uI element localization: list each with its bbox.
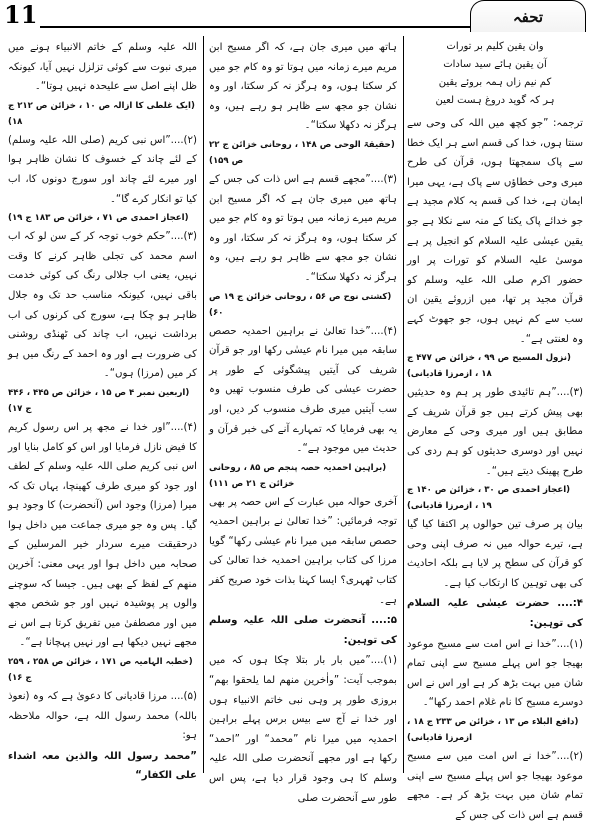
header-rule: [40, 26, 510, 28]
paragraph: (۵).... مرزا قادیانی کا دعویٰ ہے کہ وہ (نعوذ باللہ) محمد رسول اللہ ہے، حوالہ ملاحظہ ہو:: [8, 691, 197, 742]
reference-citation: (حقیقۃ الوحی ص ۱۴۸ ، روحانی خزائن ج ۲۲ ص ۱۵۹): [209, 139, 395, 166]
poem-line: ہر کہ گوید دروغ ہست لعین: [435, 95, 555, 106]
paragraph: آخری حوالہ میں عبارت کے اس حصہ پر بھی توجہ فرمائیں: ”خدا تعالیٰ نے براہین احمدیہ حصص سابقہ میں میرا نام عیسٰی رکھا“ گویا مرزا کی کتاب براہین احمدیہ خدا تعالیٰ کی کتاب ٹھہری؟ ایسا کہنا بذات خود صریح کفر ہے۔: [209, 496, 397, 606]
paragraph: (۳)....”حکم خوب توجہ کر کے سن لو کہ اب اسم محمد کی تجلی ظاہر کرنے کا وقت نہیں، یعنی اب جلالی رنگ کی کوئی خدمت باقی نہیں، کیونکہ مناسب حد تک وہ جلال ظاہر ہو چکا ہے، سورج کی کرنوں کی اب برداشت نہیں، اب چاند کی ٹھنڈی روشنی کی ضرورت ہے اور وہ احمد کے رنگ میں ہو کر میں (مرزا) ہوں“۔: [8, 231, 197, 380]
paragraph: (۳)....”ہم تائیدی طور پر ہم وہ حدیثیں بھی پیش کرتے ہیں جو قرآن شریف کے مطابق ہیں اور میری وحی کے معارض نہیں اور دوسری حدیثوں کو ہم ردی کی طرح پھینک دیتے ہیں“۔: [407, 387, 583, 477]
text-column-middle: [205, 38, 401, 804]
page-header: [0, 0, 590, 36]
reference-citation: (براہین احمدیہ حصہ پنجم ص ۸۵ ، روحانی خزائن ج ۲۱ ص ۱۱۱): [209, 462, 387, 489]
paragraph: بیان پر صرف تین حوالوں پر اکتفا کیا گیا ہے، تیرے حوالہ میں نہ صرف اپنی وحی کو قرآن کی سطح پر لایا ہے بلکہ احادیث کی بھی توہین کا ارتکاب کیا ہے۔: [407, 519, 583, 589]
reference-citation: (دافع البلاء ص ۱۳ ، خزائن ص ۲۳۳ ج ۱۸ ، ازمرزا قادیانی): [407, 717, 579, 744]
paragraph: (۱)....”خدا نے اس امت سے مسیح موعود بھیجا جو اس پہلے مسیح سے اپنی تمام شان میں بہت بڑھ کر ہے اور اس نے اس دوسرے مسیح کا نام غلام احمد رکھا“۔: [407, 638, 583, 709]
poem-line: وان یقین کلیم بر تورات: [446, 41, 544, 52]
persian-poem: [407, 38, 583, 110]
column-divider-left: [203, 36, 204, 773]
reference-citation: (اعجاز احمدی ص ۳۰ ، خزائن ص ۱۴۰ ج ۱۹ ، ازمرزا قادیانی): [407, 485, 571, 512]
header-ornament-frame: [470, 0, 586, 32]
text-column-right: [405, 38, 587, 821]
column-divider-right: [403, 36, 404, 773]
reference-citation: (اربعین نمبر ۴ ص ۱۵ ، خزائن ص ۴۴۵ ، ۴۴۶ ج ۱۷): [8, 387, 190, 414]
paragraph: ترجمہ: ”جو کچھ میں اللہ کی وحی سے سنتا ہوں، خدا کی قسم اسے ہر ایک خطا سے پاک سمجھتا ہوں، قرآن کی طرح میری وحی خطاؤں سے پاک ہے، یہی میرا ایمان ہے، خدا کی قسم یہ کلام مجید ہے جو خدائے پاک یکتا کے منہ سے نکلا ہے جو یقین عیسٰی علیہ السلام کو انجیل پر ہے موسیٰ علیہ السلام کو تورات پر اور حضور اکرم صلی اللہ علیہ وسلم کو قرآن مجید پر تھا، میں ازروئے یقین ان سب سے کم نہیں ہوں، جو جھوٹ کہے وہ لعنتی ہے“۔: [407, 118, 583, 345]
paragraph: (۴)....”خدا تعالیٰ نے براہین احمدیہ حصص سابقہ میں میرا نام عیسٰی رکھا اور جو قرآن شریف کی آیتیں پیشگوئی کے طور پر حضرت عیسٰی کی طرف منسوب تھیں وہ سب آیتیں میری طرف منسوب کر دیں، اور یہ بھی فرمایا کہ تمہارے آنے کی خبر قرآن و حدیث میں موجود ہے“۔: [209, 325, 397, 455]
reference-citation: (کشتی نوح ص ۵۶ ، روحانی خزائن ج ۱۹ ص ۶۰): [209, 291, 392, 318]
text-column-left: [4, 38, 201, 782]
reference-citation: (خطبہ الہامیہ ص ۱۷۱ ، خزائن ص ۲۵۸ ، ۲۵۹ ج ۱۶): [8, 657, 193, 684]
paragraph: ہاتھ میں میری جان ہے، کہ اگر مسیح ابن مریم میرے زمانہ میں ہوتا تو وہ کام جو میں کر سکتا ہوں، وہ ہرگز نہ کر سکتا، اور وہ نشان جو مجھ سے ظاہر ہو رہے ہیں، وہ ہرگز نہ دکھلا سکتا“۔: [209, 42, 397, 132]
paragraph: (۳)....”مجھے قسم ہے اس ذات کی جس کے ہاتھ میں میری جان ہے کہ اگر مسیح ابن مریم میرے زمانہ میں ہوتا تو وہ کام جو میں کر سکتا ہوں، وہ ہرگز نہ کر سکتا، اور وہ نشان جو مجھ سے ظاہر ہو رہے ہیں، وہ ہرگز نہ دکھلا سکتا“۔: [209, 173, 397, 283]
poem-line: کم نیم زاں ہمہ بروئے یقین: [438, 77, 552, 88]
reference-citation: (اعجاز احمدی ص ۷۱ ، خزائن ص ۱۸۳ ج ۱۹): [8, 213, 189, 224]
paragraph: (۲)....”اس نبی کریم (صلی اللہ علیہ وسلم) کے لئے چاند کے خسوف کا نشان ظاہر ہوا اور میرے لئے چاند اور سورج دونوں کا، اب کیا تو انکار کرے گا“۔: [8, 134, 197, 205]
paragraph: اللہ علیہ وسلم کے خاتم الانبیاء ہونے میں میری نبوت سے کوئی تزلزل نہیں آیا، کیونکہ ظل اپنے اصل سے علیحدہ نہیں ہوتا“۔: [8, 42, 197, 93]
paragraph: (۲)....”خدا نے اس امت میں سے مسیح موعود بھیجا جو اس پہلے مسیح سے اپنی تمام شان میں بہت بڑھ کر ہے۔ مجھے قسم ہے اس ذات کی جس کے: [407, 751, 583, 821]
reference-citation: (نزول المسیح ص ۹۹ ، خزائن ص ۴۷۷ ج ۱۸ ، ازمرزا قادیانی): [407, 353, 571, 380]
header-ornament-label: تحفہ: [512, 7, 544, 26]
poem-line: آن یقین ہائے سید سادات: [443, 59, 547, 70]
quoted-line: ”محمد رسول اللہ والذین معہ اشداء علی الکفار“: [8, 750, 197, 782]
section-heading: ۵:.... آنحضرت صلی اللہ علیہ وسلم کی توہین:: [209, 615, 397, 646]
reference-citation: (ایک غلطی کا ازالہ ص ۱۰ ، خزائن ص ۲۱۲ ج ۱۸): [8, 100, 195, 127]
paragraph: (۴)....”اور خدا نے مجھ پر اس رسول کریم کا فیض نازل فرمایا اور اس کو کامل بنایا اور اس نبی کریم صلی اللہ علیہ وسلم کے لطف اور جود کو میری طرف کھینچا، یہاں تک کہ میرا (مرزا) وجود اس (آنحضرت) کا وجود ہو گیا۔ پس وہ جو میری جماعت میں داخل ہوا درحقیقت میرے سردار خیر المرسلین کے صحابہ میں داخل ہوا اور یہی معنی: آخرین منھم کے لفظ کے بھی ہیں۔ جیسا کہ سوچنے والوں پر پوشیدہ نہیں اور جو شخص مجھ میں اور مصطفیٰ میں تفریق کرتا ہے اس نے مجھے نہیں دیکھا ہے اور نہیں پہچانا ہے“۔: [8, 421, 197, 649]
page-number: 11: [4, 0, 38, 29]
paragraph: (۱)....”میں بار بار بتلا چکا ہوں کہ میں بموجب آیت: ”واٰخرین منھم لما یلحقوا بھم“ بروزی طور پر وہی نبی خاتم الانبیاء ہوں اور خدا نے آج سے بیس برس پہلے براہین احمدیہ میں میرا نام ”محمد“ اور ”احمد“ رکھا ہے اور مجھے آنحضرت صلی اللہ علیہ وسلم کا ہی وجود قرار دیا ہے، پس اس طور سے آنحضرت صلی: [209, 655, 397, 804]
section-heading: ۴:.... حضرت عیسٰی علیہ السلام کی توہین:: [407, 598, 583, 630]
